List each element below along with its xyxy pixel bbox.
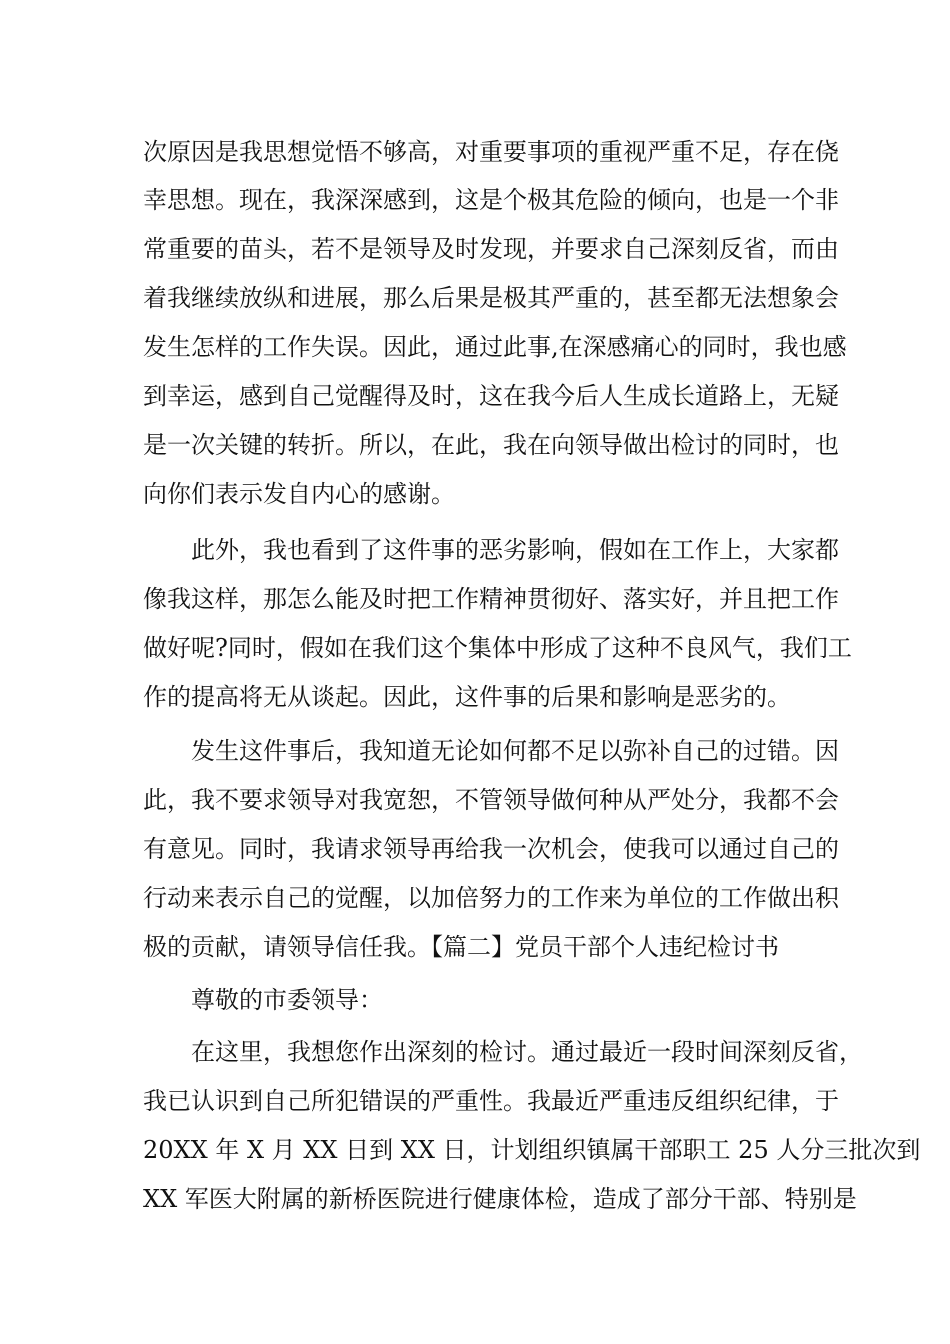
text-line-19: 在这里，我想您作出深刻的检讨。通过最近一段时间深刻反省， bbox=[191, 1038, 863, 1066]
text-line-21: 20XX 年 X 月 XX 日到 XX 日，计划组织镇属干部职工 25 人分三批次到 bbox=[143, 1136, 921, 1164]
text-line-4: 着我继续放纵和进展，那么后果是极其严重的，甚至都无法想象会 bbox=[143, 284, 839, 312]
text-line-11: 做好呢?同时，假如在我们这个集体中形成了这种不良风气，我们工 bbox=[143, 634, 852, 662]
text-line-5: 发生怎样的工作失误。因此，通过此事,在深感痛心的同时，我也感 bbox=[143, 333, 847, 361]
salutation: 尊敬的市委领导： bbox=[191, 986, 383, 1014]
text-line-20: 我已认识到自己所犯错误的严重性。我最近严重违反组织纪律，于 bbox=[143, 1087, 839, 1115]
text-line-8: 向你们表示发自内心的感谢。 bbox=[143, 480, 455, 508]
text-line-1: 次原因是我思想觉悟不够高，对重要事项的重视严重不足，存在侥 bbox=[143, 138, 839, 166]
text-line-9: 此外，我也看到了这件事的恶劣影响，假如在工作上，大家都 bbox=[191, 536, 839, 564]
text-line-10: 像我这样，那怎么能及时把工作精神贯彻好、落实好，并且把工作 bbox=[143, 585, 839, 613]
text-line-15: 有意见。同时，我请求领导再给我一次机会，使我可以通过自己的 bbox=[143, 835, 839, 863]
text-line-16: 行动来表示自己的觉醒，以加倍努力的工作来为单位的工作做出积 bbox=[143, 884, 839, 912]
text-line-17: 极的贡献，请领导信任我。【篇二】党员干部个人违纪检讨书 bbox=[143, 933, 779, 961]
text-line-2: 幸思想。现在，我深深感到，这是个极其危险的倾向，也是一个非 bbox=[143, 186, 839, 214]
text-line-22: XX 军医大附属的新桥医院进行健康体检，造成了部分干部、特别是 bbox=[143, 1185, 857, 1213]
text-line-3: 常重要的苗头，若不是领导及时发现，并要求自己深刻反省，而由 bbox=[143, 235, 839, 263]
text-line-13: 发生这件事后，我知道无论如何都不足以弥补自己的过错。因 bbox=[191, 737, 839, 765]
text-line-7: 是一次关键的转折。所以，在此，我在向领导做出检讨的同时，也 bbox=[143, 431, 839, 459]
text-line-14: 此，我不要求领导对我宽恕，不管领导做何种从严处分，我都不会 bbox=[143, 786, 839, 814]
text-line-6: 到幸运，感到自己觉醒得及时，这在我今后人生成长道路上，无疑 bbox=[143, 382, 839, 410]
text-line-12: 作的提高将无从谈起。因此，这件事的后果和影响是恶劣的。 bbox=[143, 683, 791, 711]
